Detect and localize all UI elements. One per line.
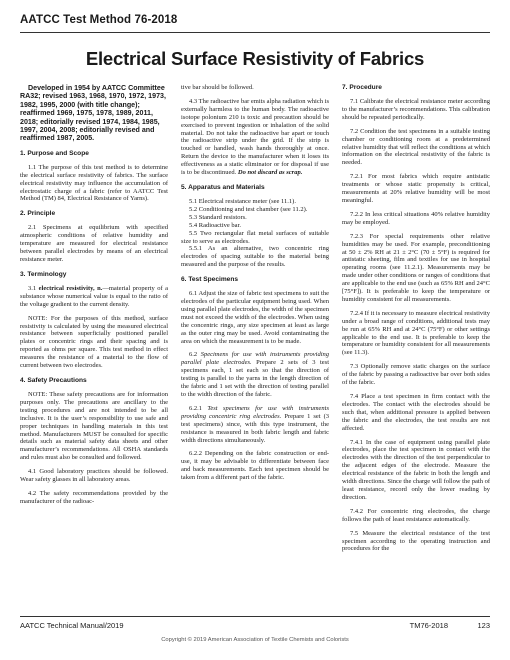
history-note: Developed in 1954 by AATCC Committee RA32; revised 1963, 1968, 1970, 1972, 1973, 1982, 1995, 2000 (with title change); reaffirmed 1969, 1975, 1978, 1989, 2011, 2018; editorially revised 1974, 1984, 1985, 1997, 2004, 2008; editorially revised and reaffirmed 1987, 2005. xyxy=(20,84,166,143)
list-item: 5.5.1 As an alternative, two concentric ring electrodes of spacing suitable to the material being measured and the purpose of the results. xyxy=(181,245,329,269)
note-paragraph: NOTE: These safety precautions are for information purposes only. The precautions are ancillary to the testing procedures and are not intended to be all inclusive. It is the user’s responsibility to use safe and proper techniques in handling materials in this test method. Manufacturers MUST be consulted for specific details such as material safety data sheets and other manufacturer’s recommendations. All OSHA standards and rules must also be consulted and followed. xyxy=(20,390,168,462)
section-heading: 3. Terminology xyxy=(20,270,67,278)
paragraph: 7.2 Condition the test specimens in a suitable testing chamber or conditioning room at a predetermined relative humidity that will reflect the conditions at which information on the electrical resistivity of the fabric is needed. xyxy=(342,127,490,167)
paragraph: 7.3 Optionally remove static charges on the surface of the fabric by passing a radioactive bar over both sides of the fabric. xyxy=(342,363,490,387)
definition-text: —material property of a substance whose numerical value is equal to the ratio of the voltage gradient to the current density. xyxy=(20,284,168,308)
clause-number: 6.2 xyxy=(189,351,198,359)
clause-title: Specimens for use with instruments providing parallel plate electrodes. xyxy=(181,351,329,367)
paragraph: 7.2.2 In less critical situations 40% relative humidity may be employed. xyxy=(342,210,490,226)
clause-number: 6.2.1 xyxy=(189,404,202,412)
emphasis-text: Do not discard as scrap. xyxy=(237,169,303,177)
section-heading: 1. Purpose and Scope xyxy=(20,149,89,157)
column-right xyxy=(342,84,490,602)
clause-number: 3.1 xyxy=(28,284,37,292)
paragraph xyxy=(181,351,329,398)
note-paragraph: NOTE: For the purposes of this method, surface resistivity is calculated by using the measured electrical resistance between superficially positioned parallel plates or concentric rings and their spacing and is reported as ohms per square. This test method in effect measures the resistance of a material to the flow of current between two electrodes. xyxy=(20,314,168,370)
document-title: Electrical Surface Resistivity of Fabrics xyxy=(85,48,425,69)
paragraph: 7.2.4 If it is necessary to measure electrical resistivity under a broad range of conditions, additional tests may be run at 65% RH and at 24°C (75°F) or other settings applicable to the end use. It is preferable to keep the temperature or humidity consistent for all measurements (see 11.3). xyxy=(342,309,490,357)
paragraph xyxy=(181,405,329,445)
section-heading: 4. Safety Precautions xyxy=(20,376,87,384)
copyright-notice: Copyright © 2019 American Association of Textile Chemists and Colorists xyxy=(161,637,349,643)
clause-title: Test specimens for use with instruments providing concentric ring electrodes. xyxy=(181,404,329,420)
paragraph: 2.1 Specimens at equilibrium with specified atmospheric conditions of relative humidity and temperature are measured for electrical resistance between parallel electrodes by means of an electrical resistance meter. xyxy=(20,224,168,263)
column-middle xyxy=(181,84,329,602)
section-heading: 5. Apparatus and Materials xyxy=(181,183,265,191)
paragraph: 6.1 Adjust the size of fabric test specimens to suit the electrodes of the particular equipment being used. When using parallel plate electrodes, the width of the specimen must not exceed the width of the electrodes. When using the concentric rings, any size specimen at least as large as the outer ring may be used. Avoid contaminating the area on which the measurement is to be made. xyxy=(181,290,329,345)
paragraph-text: Prepare 1 set (3 test specimens) since, with this type instrument, the resistance is measured in both fabric length and fabric width directions simultaneously. xyxy=(181,412,330,444)
paragraph: 7.2.1 For most fabrics which require antistatic treatments or whose static propensity is critical, measurements at 20% relative humidity will be most meaningful. xyxy=(342,173,490,204)
paragraph-continued: tive bar should be followed. xyxy=(181,84,254,91)
section-heading: 2. Principle xyxy=(20,210,56,218)
column-left xyxy=(20,84,168,602)
manual-name: AATCC Technical Manual/2019 xyxy=(20,621,124,630)
paragraph xyxy=(181,98,329,177)
page-header xyxy=(20,12,490,33)
paragraph: 1.1 The purpose of this test method is to determine the electrical surface resistivity of fabrics. The surface electrical resistivity may influence the accumulation of electrostatic charge of a fabric (refer to AATCC Test Method (TM) 84, Electrical Resistance of Yarns). xyxy=(20,163,168,203)
paragraph: 7.5 Measure the electrical resistance of the test specimen according to the operating instruction and procedures for the xyxy=(342,529,490,553)
section-heading: 6. Test Specimens xyxy=(181,276,239,284)
apparatus-list xyxy=(181,198,329,269)
paragraph: 4.2 The safety recommendations provided by the manufacturer of the radioac- xyxy=(20,489,168,505)
paragraph: 7.4.2 For concentric ring electrodes, the charge follows the path of least resistance automatically. xyxy=(342,507,490,523)
page-footer xyxy=(20,616,490,651)
standard-number: AATCC Test Method 76-2018 xyxy=(20,14,178,26)
paragraph-text: Prepare 2 sets of 3 test specimens each, 1 set each so that the direction of testing is parallel to the yarns in the length direction of the fabric and 1 set with the direction of testing parallel to the width direction of the fabric. xyxy=(181,359,330,398)
paragraph: 6.2.2 Depending on the fabric construction or end-use, it may be advisable to differentiate between face and back measurements. Each test specimen should be taken from a different part of the fabric. xyxy=(181,450,329,482)
list-item: 5.2 Conditioning and test chamber (see 11.2). xyxy=(189,205,308,213)
paragraph: 4.1 Good laboratory practices should be followed. Wear safety glasses in all laboratory areas. xyxy=(20,468,168,484)
paragraph: 7.2.3 For special requirements other relative humidities may be used. For example, preconditioning at 50 ± 2% RH at 21 ± 2°C (70 ± 5°F) is required for antistatic sheeting, film and textiles for use in hospital operating rooms (see 11.2.1). Measurements may be made under other conditions or ranges of conditions that are applicable to the end use (such as 65% RH and 24°C [75°F]). It is preferable to keep the temperature or humidity consistent for all measurements. xyxy=(342,232,490,303)
section-heading: 7. Procedure xyxy=(342,84,382,91)
defined-term: electrical resistivity, n. xyxy=(38,284,103,292)
paragraph-text: 4.3 The radioactive bar emits alpha radiation which is externally harmless to the human body. The radioactive isotope polonium 210 is toxic and precaution should be exercised to prevent ingestion or inhalation of the solid material. Do not take the radioactive bar apart or touch the radioactive strip under the grid. If the strip is touched or handled, wash hands thoroughly at once. Return the device to the manufacturer when it loses its effectiveness as a static eliminator or for disposal if use is to be discontinued. xyxy=(181,97,329,177)
list-item: 5.5 Two rectangular flat metal surfaces of suitable size to serve as electrodes. xyxy=(181,229,329,245)
page-number: 123 xyxy=(477,621,490,630)
body-columns xyxy=(20,84,490,602)
list-item: 5.1 Electrical resistance meter (see 11.1). xyxy=(189,197,296,205)
footer-standard-code: TM76-2018 xyxy=(409,621,448,630)
paragraph: 7.1 Calibrate the electrical resistance meter according to the manufacturer’s recommendations. This calibration should be repeated periodically. xyxy=(342,98,490,121)
paragraph: 7.4.1 In the case of equipment using parallel plate electrodes, place the test specimen in contact with the electrodes with the direction of the test perpendicular to the adjacent edges of the electrode. Measure the electrical resistance of the fabric in both the length and width directions. Since the charge will follow the path of least resistance, record only the lower reading by direction. xyxy=(342,438,490,501)
paragraph: 7.4 Place a test specimen in firm contact with the electrodes. The contact with the electrodes should be such that, when additional pressure is applied between the fabric and the electrodes, the test results are not affected. xyxy=(342,393,490,432)
list-item: 5.3 Standard resistors. xyxy=(189,213,247,221)
definition-paragraph xyxy=(20,285,168,309)
list-item: 5.4 Radioactive bar. xyxy=(189,221,241,229)
